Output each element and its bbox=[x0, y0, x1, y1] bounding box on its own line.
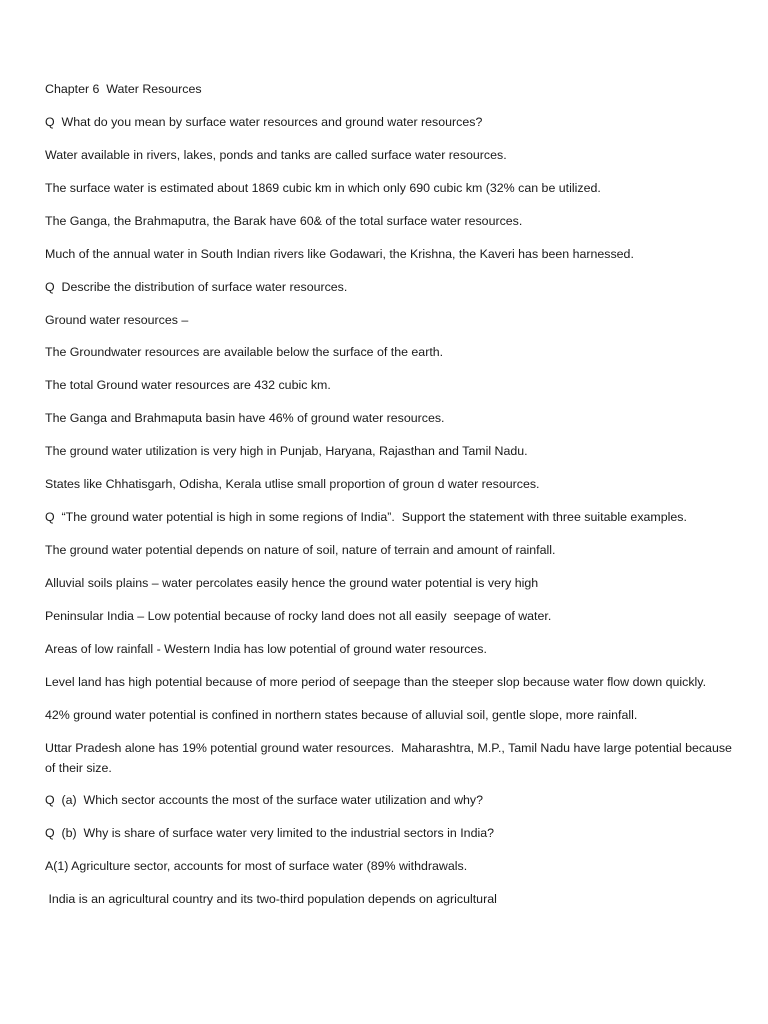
text-line: The surface water is estimated about 1869 cubic km in which only 690 cubic km (32% can be utilized. bbox=[45, 181, 601, 195]
section-heading: Ground water resources – bbox=[45, 313, 189, 327]
text-line: Uttar Pradesh alone has 19% potential ground water resources. Maharashtra, M.P., Tamil Nadu have large potential because of their size. bbox=[45, 741, 736, 775]
text-line: The Ganga and Brahmaputa basin have 46% of ground water resources. bbox=[45, 411, 445, 425]
text-line: The ground water potential depends on nature of soil, nature of terrain and amount of rainfall. bbox=[45, 543, 556, 557]
text-line: The ground water utilization is very high in Punjab, Haryana, Rajasthan and Tamil Nadu. bbox=[45, 444, 528, 458]
chapter-heading: Chapter 6 Water Resources bbox=[45, 82, 202, 96]
answer-line: A(1) Agriculture sector, accounts for most of surface water (89% withdrawals. bbox=[45, 859, 468, 873]
question-line: Q “The ground water potential is high in some regions of India”. Support the statement with three suitable examples. bbox=[45, 510, 687, 524]
text-line: States like Chhatisgarh, Odisha, Kerala utlise small proportion of groun d water resources. bbox=[45, 477, 540, 491]
text-line: Water available in rivers, lakes, ponds and tanks are called surface water resources. bbox=[45, 148, 507, 162]
text-line: The Groundwater resources are available below the surface of the earth. bbox=[45, 345, 444, 359]
text-line: The Ganga, the Brahmaputra, the Barak have 60& of the total surface water resources. bbox=[45, 214, 523, 228]
text-line: 42% ground water potential is confined in northern states because of alluvial soil, gentle slope, more rainfall. bbox=[45, 708, 638, 722]
question-line: Q (b) Why is share of surface water very limited to the industrial sectors in India? bbox=[45, 826, 494, 840]
text-line: The total Ground water resources are 432 cubic km. bbox=[45, 378, 331, 392]
question-line: Q Describe the distribution of surface water resources. bbox=[45, 280, 348, 294]
text-line: Alluvial soils plains – water percolates easily hence the ground water potential is very high bbox=[45, 576, 539, 590]
text-line: Level land has high potential because of more period of seepage than the steeper slop because water flow down quickly. bbox=[45, 675, 707, 689]
question-line: Q What do you mean by surface water resources and ground water resources? bbox=[45, 115, 483, 129]
text-line: India is an agricultural country and its two-third population depends on agricultural bbox=[45, 892, 497, 906]
text-line: Much of the annual water in South Indian rivers like Godawari, the Krishna, the Kaveri has been harnessed. bbox=[45, 247, 634, 261]
text-line: Areas of low rainfall - Western India has low potential of ground water resources. bbox=[45, 642, 487, 656]
text-line: Peninsular India – Low potential because of rocky land does not all easily seepage of water. bbox=[45, 609, 552, 623]
question-line: Q (a) Which sector accounts the most of the surface water utilization and why? bbox=[45, 793, 483, 807]
